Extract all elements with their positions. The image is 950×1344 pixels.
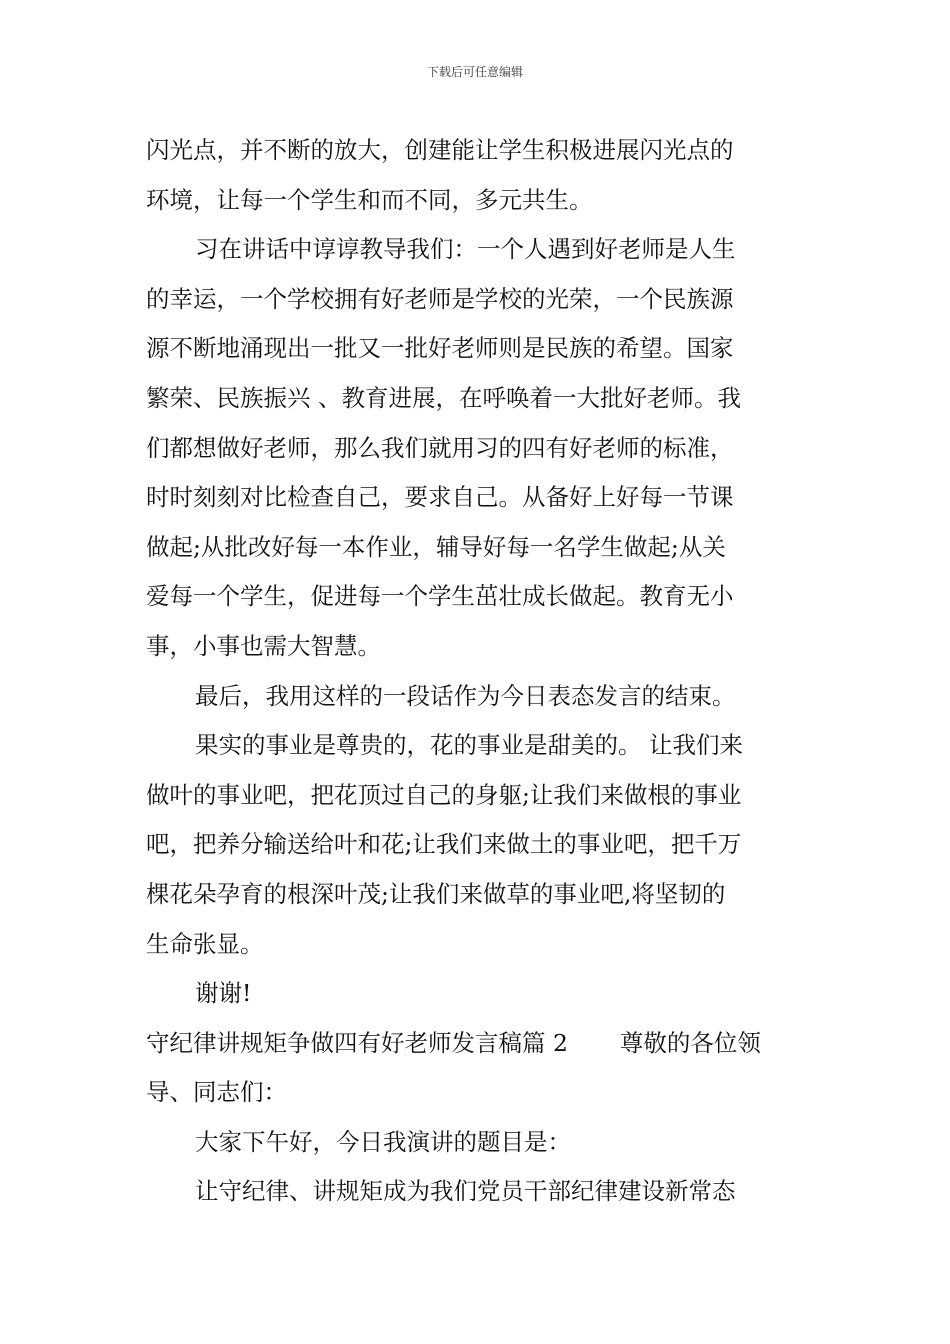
text-line: 爱每一个学生，促进每一个学生茁壮成长做起。教育无小 <box>146 582 734 611</box>
text-line: 做起;从批改好每一本作业，辅导好每一名学生做起;从关 <box>146 532 726 561</box>
paragraph-start: 果实的事业是尊贵的，花的事业是甜美的。 让我们来 <box>195 731 743 760</box>
paragraph-start: 大家下午好，今日我演讲的题目是： <box>195 1127 571 1156</box>
paragraph-start: 让守纪律、讲规矩成为我们党员干部纪律建设新常态 <box>195 1177 736 1206</box>
text-line: 事，小事也需大智慧。 <box>146 631 381 660</box>
text-line: 闪光点，并不断的放大，创建能让学生积极进展闪光点的 <box>146 136 734 164</box>
paragraph-start: 习在讲话中谆谆教导我们：一个人遇到好老师是人生 <box>195 235 736 264</box>
text-line: 棵花朵孕育的根深叶茂;让我们来做草的事业吧,将坚韧的 <box>146 879 726 908</box>
paragraph-start: 最后，我用这样的一段话作为今日表态发言的结束。 <box>195 681 736 710</box>
text-line: 的幸运，一个学校拥有好老师是学校的光荣，一个民族源 <box>146 284 734 313</box>
section-title-line <box>146 1019 808 1069</box>
text-line: 们都想做好老师，那么我们就用习的四有好老师的标准， <box>146 433 734 462</box>
text-line: 环境，让每一个学生和而不同，多元共生。 <box>146 185 593 214</box>
text-line: 做叶的事业吧，把花顶过自己的身躯;让我们来做根的事业 <box>146 780 742 809</box>
text-line: 繁荣、民族振兴 、教育进展，在呼唤着一大批好老师。我 <box>146 383 741 412</box>
document-body <box>146 126 808 1217</box>
text-line: 吧，把养分输送给叶和花;让我们来做土的事业吧，把千万 <box>146 830 742 859</box>
text-line: 导、同志们： <box>146 1078 287 1107</box>
paragraph-start: 谢谢! <box>195 979 252 1008</box>
greeting-start: 尊敬的各位领 <box>619 1028 761 1057</box>
text-line: 生命张显。 <box>146 929 264 958</box>
page-header: 下载后可任意编辑 <box>426 65 523 79</box>
section-title: 守纪律讲规矩争做四有好老师发言稿篇 2 <box>146 1028 568 1057</box>
text-line: 源不断地涌现出一批又一批好老师则是民族的希望。国家 <box>146 334 734 363</box>
text-line: 时时刻刻对比检查自己，要求自己。从备好上好每一节课 <box>146 483 734 512</box>
